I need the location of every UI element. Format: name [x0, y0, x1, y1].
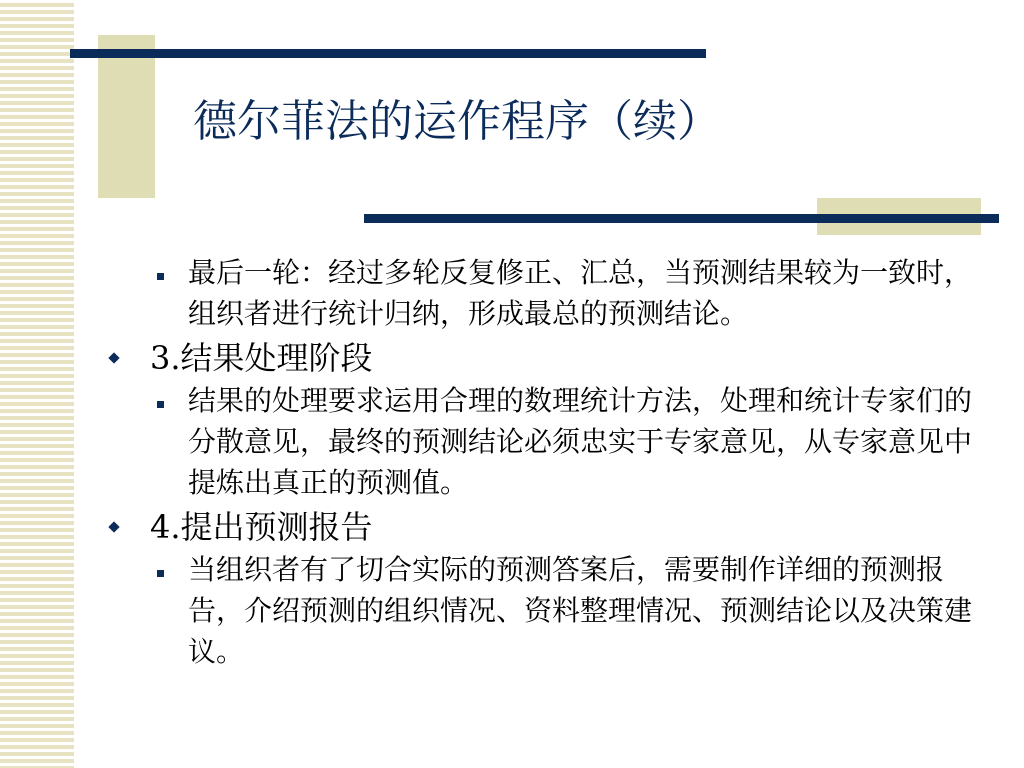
list-item-text: 4.提出预测报告 [150, 508, 373, 546]
list-item-heading [104, 338, 984, 378]
list-item-text: 结果的处理要求运用合理的数理统计方法，处理和统计专家们的分散意见，最终的预测结论必须忠实于专家意见，从专家意见中提炼出真正的预测值。 [188, 384, 973, 499]
list-item [104, 549, 984, 672]
list-item-text: 最后一轮：经过多轮反复修正、汇总，当预测结果较为一致时，组织者进行统计归纳，形成最总的预测结论。 [188, 256, 973, 330]
bullet-list [104, 250, 984, 672]
list-item-text: 3.结果处理阶段 [150, 339, 373, 377]
decorative-navy-line-top [70, 49, 706, 58]
list-item-text: 当组织者有了切合实际的预测答案后，需要制作详细的预测报告，介绍预测的组织情况、资料整理情况、预测结论以及决策建议。 [188, 553, 973, 668]
list-item [104, 380, 984, 503]
diamond-bullet-icon [108, 521, 119, 532]
list-item-heading [104, 507, 984, 547]
list-item [104, 252, 984, 334]
square-bullet-icon [157, 273, 164, 280]
square-bullet-icon [157, 401, 164, 408]
left-striped-band [0, 0, 74, 768]
decorative-navy-line-right [364, 214, 999, 223]
square-bullet-icon [157, 570, 164, 577]
decorative-beige-block-top [98, 35, 155, 198]
slide-title: 德尔菲法的运作程序（续） [193, 96, 721, 147]
diamond-bullet-icon [108, 352, 119, 363]
